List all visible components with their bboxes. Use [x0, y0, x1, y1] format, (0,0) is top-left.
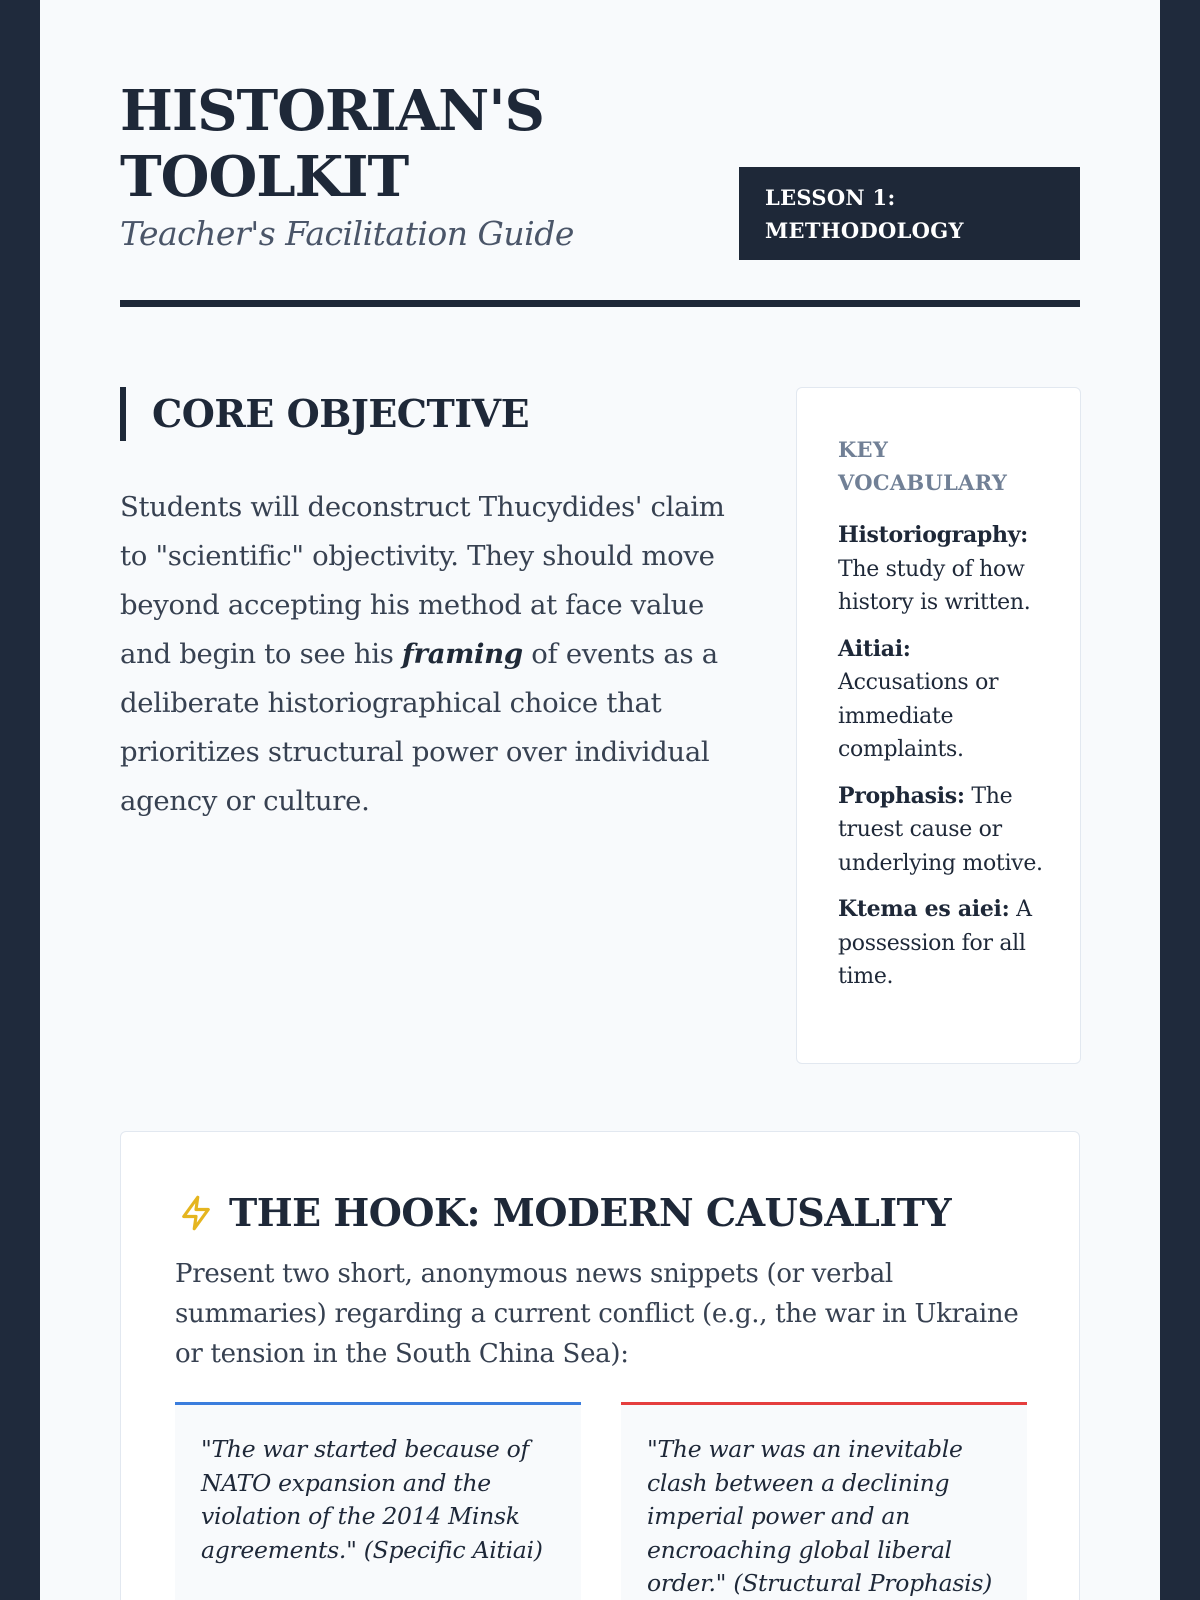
- news-snippet-aitiai: "The war started because of NATO expansion and the violation of the 2014 Minsk agreements." (Specific Aitiai): [175, 1402, 581, 1600]
- hook-section: [120, 1131, 1080, 1600]
- lightning-bolt-icon: [175, 1192, 217, 1234]
- vocabulary-term: Historiography:: [838, 522, 1028, 548]
- vocabulary-definition: The truest cause or underlying motive.: [838, 783, 1043, 876]
- vocabulary-item: [838, 633, 1044, 767]
- vocabulary-definition: A possession for all time.: [838, 897, 1032, 989]
- objective-text-end: of events as a deliberate historiographical choice that prioritizes structural power over individual agency or culture.: [120, 638, 718, 817]
- vocabulary-item: [838, 519, 1044, 620]
- objective-emphasis: framing: [402, 638, 523, 670]
- vocabulary-item: [838, 780, 1044, 881]
- lesson-badge: LESSON 1: METHODOLOGY: [739, 167, 1080, 260]
- news-snippet-prophasis: "The war was an inevitable clash between a declining imperial power and an encroaching global liberal order." (Structural Prophasis): [621, 1402, 1027, 1600]
- core-objective-section: [120, 387, 740, 826]
- vocabulary-term: Aitiai:: [838, 635, 911, 662]
- page-subtitle: Teacher's Facilitation Guide: [120, 214, 574, 253]
- vocabulary-term: Prophasis:: [838, 782, 965, 809]
- hook-heading: THE HOOK: MODERN CAUSALITY: [229, 1190, 952, 1235]
- news-snippets: [175, 1402, 1027, 1600]
- hook-text: Present two short, anonymous news snippets (or verbal summaries) regarding a current conflict (e.g., the war in Ukraine or tension in the South China Sea):: [175, 1259, 1019, 1369]
- vocabulary-definition: Accusations or immediate complaints.: [838, 670, 999, 762]
- header-divider: [120, 300, 1080, 307]
- key-vocabulary-heading: KEY VOCABULARY: [838, 437, 1008, 495]
- vocabulary-list: [838, 519, 1044, 994]
- header: [120, 78, 1080, 308]
- hook-title-row: [175, 1186, 1025, 1240]
- vocabulary-term: Ktema es aiei:: [838, 896, 1010, 922]
- core-objective-text: [120, 483, 740, 826]
- core-objective-heading: CORE OBJECTIVE: [120, 387, 740, 441]
- page: [40, 0, 1160, 1600]
- vocabulary-definition: The study of how history is written.: [838, 556, 1031, 615]
- key-vocabulary-card: [796, 387, 1081, 1064]
- objective-text-start: Students will deconstruct Thucydides' claim to "scientific" objectivity. They should move beyond accepting his method at face value and begin to see his: [120, 491, 725, 670]
- vocabulary-item: [838, 893, 1044, 994]
- page-title: HISTORIAN'S TOOLKIT: [120, 78, 544, 210]
